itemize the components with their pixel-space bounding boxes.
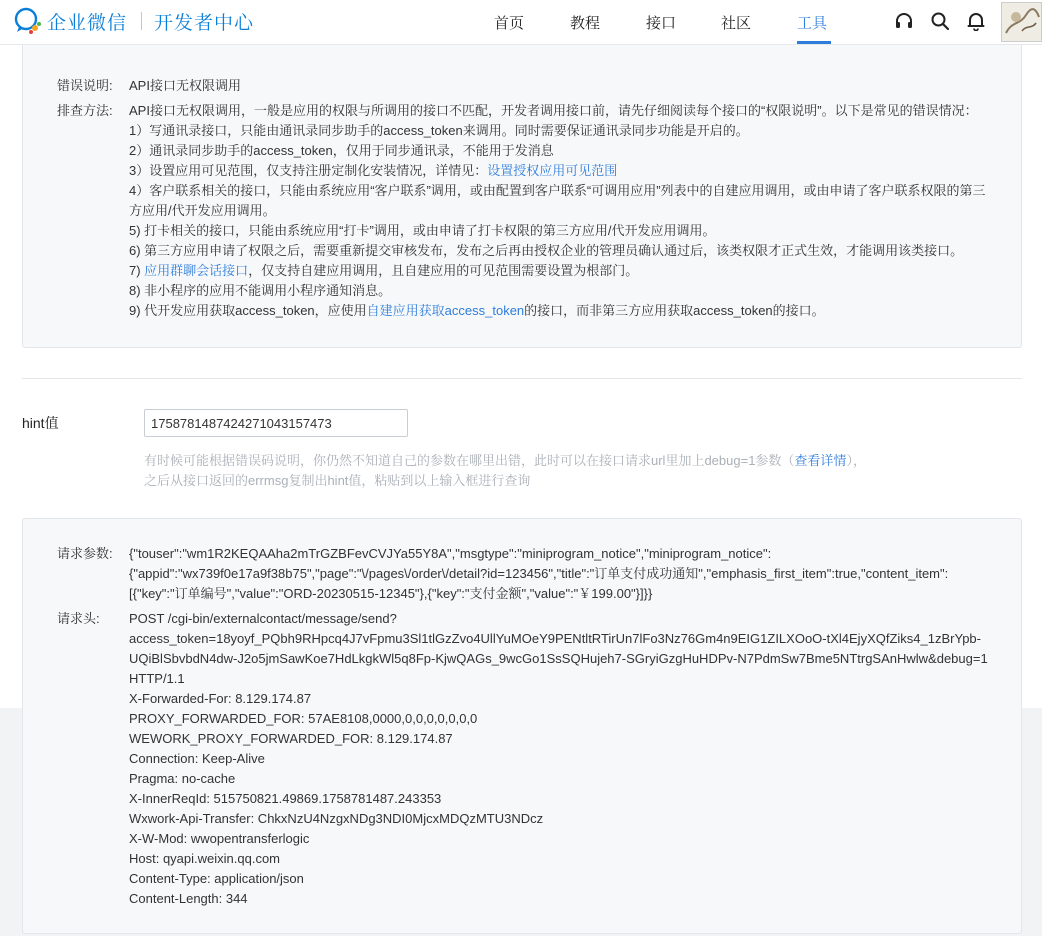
nav-home[interactable]: 首页 — [494, 15, 525, 32]
self-built-token-link[interactable]: 自建应用获取access_token — [366, 303, 525, 318]
request-header-line: POST /cgi-bin/externalcontact/message/send? — [129, 611, 397, 626]
error-info-panel: 错误说明: API接口无权限调用 排查方法: API接口无权限调用，一般是应用的权限与所调用的接口不匹配，开发者调用接口前，请先仔细阅读每个接口的“权限说明”。以下是常见的错误情况： 1）写通讯录接口，只能由通讯录同步助手的access_token来调用。同时需要保证通讯录同步功能是开启的。 2）通讯录同步助手的access_token，仅用于同步通讯录，不能用于发消息 3）设置应用可见范围，仅支持注册定制化安装情况，详情见：设置授权应用可见范围 4）客户联系相关的接口，只能由系统应用“客户联系”调用，或由配置到客户联系“可调用应用”列表中的自建应用调用，或由申请了客户联系权限的第三 方应用/代开发应用调用。 5) 打卡相关的接口，只能由系统应用“打卡”调用，或由申请了打卡权限的第三方应用/代开发应用调用。 6) 第三方应用申请了权限之后，需要重新提交审核发布，发布之后再由授权企业的管理员确认通过后，该类权限才正式生效，才能调用该类接口。 7) 应用群聊会话接口，仅支持自建应用调用，且自建应用的可见范围需要设置为根部门。 8) 非小程序的应用不能调用小程序通知消息。 9) 代开发应用获取access_token，应使用自建应用获取access_token的接口，而非第三方应用获取access_token的接口。 — [22, 44, 1022, 348]
logo-text: 企业微信 — [47, 12, 128, 34]
logo[interactable] — [13, 7, 254, 35]
hint-help-line-1: 有时候可能根据错误码说明，你仍然不知道自己的参数在哪里出错，此时可以在接口请求url里加上debug=1参数（查看详情）， — [144, 453, 866, 468]
avatar[interactable] — [1001, 2, 1042, 42]
debug-details-link[interactable]: 查看详情 — [794, 453, 847, 468]
request-info-panel: 请求参数: {"touser":"wm1R2KEQAAha2mTrGZBFevCVJYa55Y8A","msgtype":"miniprogram_notice","miniprogram_notice": {"appid":"wx739f0e17a9f38b75","page":"\/pages\/order\/detail?id=123456","title":"订单支付成功通知","emphasis_first_item":true,"content_item": [{"key":"订单编号","value":"ORD-20230515-12345"},{"key":"支付金额","value":"￥199.00"}]}} 请求头: POST /cgi-bin/externalcontact/message/send? access_token=18yoyf_PQbh9RHpcq4J7vFpmu3Sl1tlGzZvo4UllYuMOeY9PENtltRTirUn7lFo3Nz76Gm4n9EIG1ZILXOoO-tXl4EjyXQfZiks4_1zBrYpb- UQiBlSbvbdN4dw-J2o5jmSawKoe7HdLkgkWl5q8Fp-KjwQAGs_9wcGo1SsSQHujeh7-SGryiGzgHuHDPv-N7PdmSw7Bme5NTtrgSAnHwlw&debug=1 HTTP/1.1 X-Forwarded-For: 8.129.174.87 PROXY_FORWARDED_FOR: 57AE8108,0000,0,0,0,0,0,0,0 WEWORK_PROXY_FORWARDED_FOR: 8.129.174.87 Connection: Keep-Alive Pragma: no-cache X-InnerReqId: 515750821.49869.1758781487.243353 Wxwork-Api-Transfer: ChkxNzU4NzgxNDg3NDI0MjcxMDQzMTU3NDcz X-W-Mod: wwopentransferlogic Host: qyapi.weixin.qq.com Content-Type: application/json Content-Length: 344 — [22, 518, 1022, 934]
nav-active-indicator — [797, 41, 831, 44]
request-headers-label: 请求头: — [57, 611, 100, 626]
request-params-line: {"touser":"wm1R2KEQAAha2mTrGZBFevCVJYa55Y8A","msgtype":"miniprogram_notice","miniprogram_notice": — [129, 546, 772, 561]
method-label: 排查方法: — [57, 103, 113, 118]
wecom-logo-icon — [13, 7, 43, 35]
nav-tutorial[interactable]: 教程 — [570, 15, 601, 32]
hint-help-line-2: 之后从接口返回的errmsg复制出hint值，粘贴到以上输入框进行查询 — [144, 473, 531, 488]
top-navbar — [0, 0, 1042, 45]
hint-input[interactable] — [144, 409, 408, 437]
error-desc-value: API接口无权限调用 — [129, 78, 241, 93]
logo-subtitle: 开发者中心 — [154, 12, 255, 34]
section-divider — [22, 378, 1022, 379]
hint-label: hint值 — [22, 415, 59, 431]
error-desc-label: 错误说明: — [57, 78, 113, 93]
group-chat-api-link[interactable]: 应用群聊会话接口 — [144, 263, 249, 278]
search-icon[interactable] — [930, 11, 950, 31]
request-params-label: 请求参数: — [57, 546, 113, 561]
nav-community[interactable]: 社区 — [721, 15, 752, 32]
nav-api[interactable]: 接口 — [646, 15, 677, 32]
avatar-image — [1002, 3, 1041, 41]
method-intro: API接口无权限调用，一般是应用的权限与所调用的接口不匹配，开发者调用接口前，请先仔细阅读每个接口的“权限说明”。以下是常见的错误情况： — [129, 103, 978, 118]
bell-icon[interactable] — [966, 11, 986, 31]
visible-range-link[interactable]: 设置授权应用可见范围 — [487, 163, 618, 178]
headset-icon[interactable] — [894, 11, 914, 31]
logo-divider — [141, 12, 142, 30]
nav-tools[interactable]: 工具 — [797, 15, 828, 32]
